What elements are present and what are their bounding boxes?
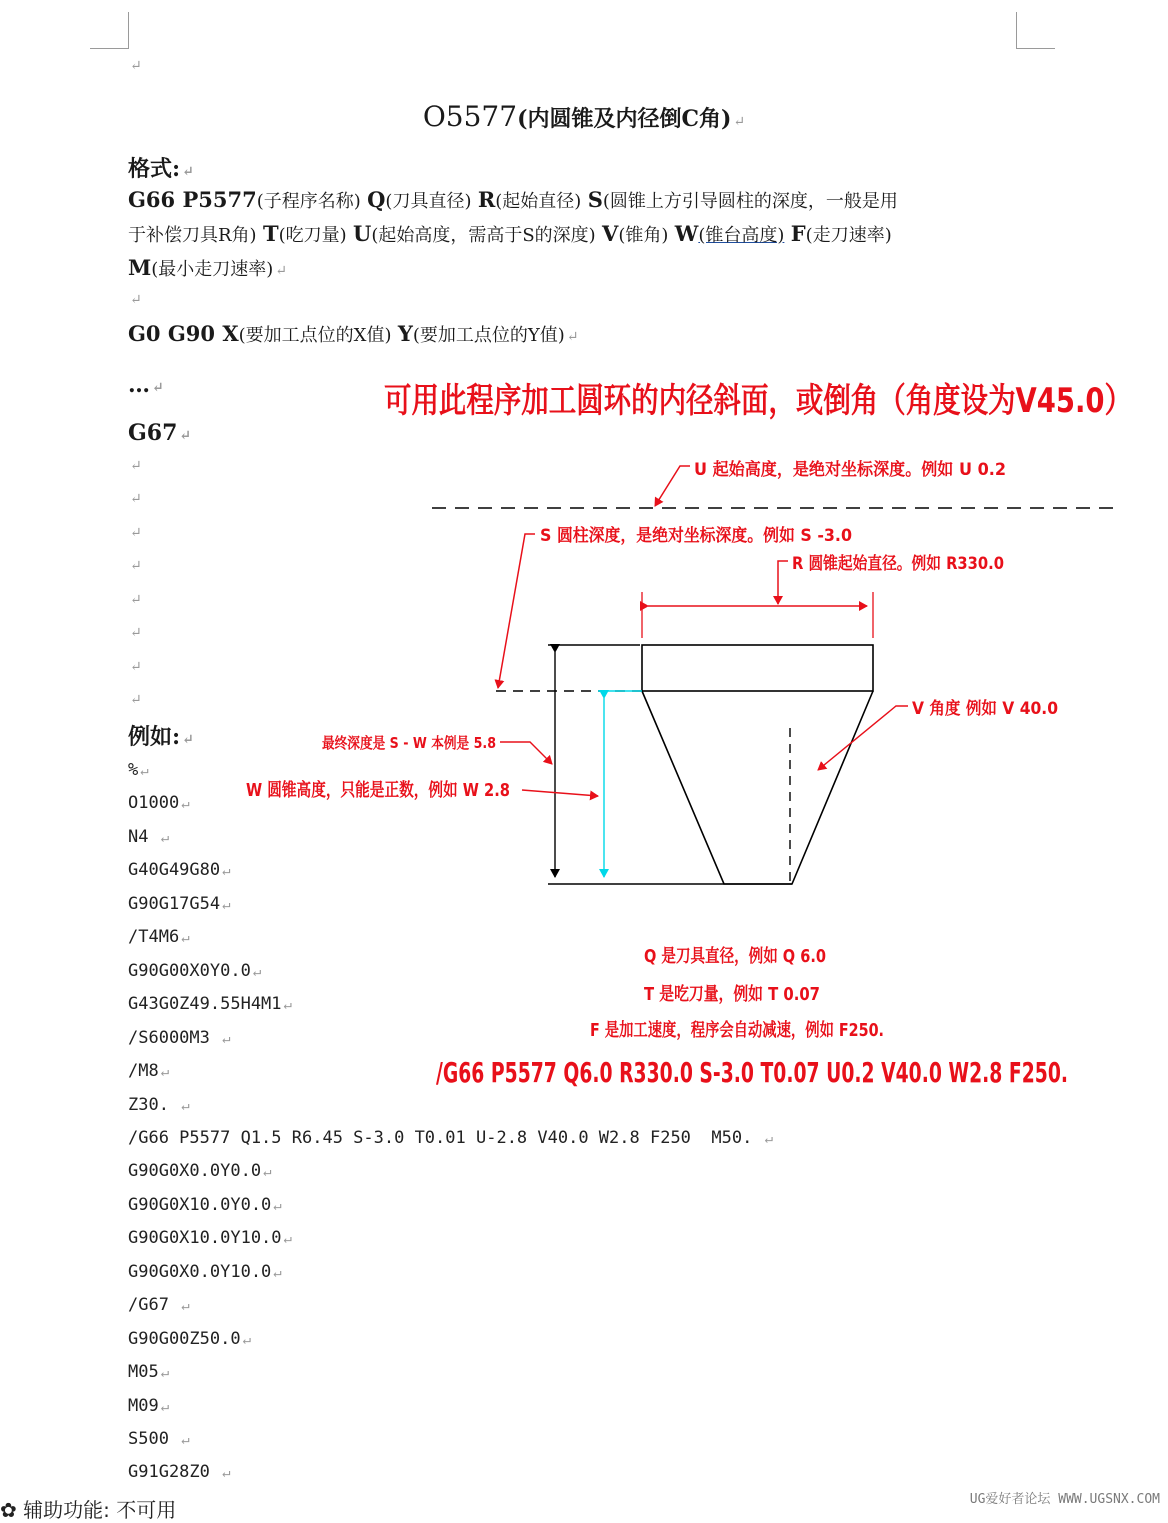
- cone-profile: [642, 691, 873, 884]
- title-description: (内圆锥及内径倒C角): [517, 106, 732, 132]
- paragraph-mark: ↵: [222, 1465, 231, 1482]
- paragraph-mark: ↵: [242, 1331, 252, 1348]
- paragraph-mark: ↵: [130, 592, 142, 608]
- paragraph-mark: ↵: [130, 659, 142, 675]
- param-key: S: [587, 187, 603, 212]
- param-desc: (吃刀量): [278, 225, 347, 246]
- label-s: S 圆柱深度，是绝对坐标深度。例如 S -3.0: [540, 526, 875, 546]
- paragraph-mark: ↵: [222, 896, 231, 913]
- code-text: M05: [128, 1362, 159, 1383]
- paragraph-mark: ↵: [182, 164, 194, 180]
- paragraph-mark: ↵: [140, 763, 149, 779]
- paragraph-mark: ↵: [160, 1398, 170, 1415]
- g67-text: G67: [128, 420, 178, 446]
- param-desc: (锥角): [618, 225, 669, 246]
- accessibility-icon: ✿: [0, 1498, 17, 1522]
- paragraph-mark: ↵: [181, 930, 190, 947]
- paragraph-mark: ↵: [130, 491, 142, 507]
- code-text: /G66 P5577 Q1.5 R6.45 S-3.0 T0.01 U-2.8 V40.0 W2.8 F250 M50.: [128, 1127, 763, 1148]
- code-text: G90G00Z50.0: [128, 1328, 241, 1349]
- paragraph-mark: ↵: [152, 380, 164, 396]
- param-key: G66 P5577: [128, 187, 257, 212]
- param-desc: (刀具直径): [385, 191, 472, 212]
- param-desc: 于补偿刀具R角): [128, 225, 257, 246]
- paragraph-mark: ↵: [181, 1097, 190, 1114]
- code-text: G90G0X10.0Y0.0: [128, 1194, 272, 1215]
- example-heading-text: 例如:: [128, 724, 181, 750]
- paragraph-mark: ↵: [733, 114, 746, 130]
- paragraph-mark: ↵: [160, 1064, 170, 1081]
- paragraph-mark: ↵: [130, 458, 142, 474]
- param-key: F: [790, 221, 806, 246]
- code-text: G40G49G80: [128, 860, 221, 881]
- label-r: R 圆锥起始直径。例如 R330.0: [792, 554, 1037, 574]
- param-key: T: [262, 221, 279, 246]
- code-text: G90G00X0Y0.0: [128, 960, 251, 981]
- label-final-depth: 最终深度是 S - W 本例是 5.8: [322, 734, 496, 752]
- example-command: /G66 P5577 Q6.0 R330.0 S-3.0 T0.07 U0.2 V40.0 W2.8 F250.: [436, 1056, 1068, 1089]
- code-text: G90G0X0.0Y0.0: [128, 1161, 262, 1182]
- paragraph-mark: ↵: [273, 1264, 282, 1281]
- title-code: O5577: [422, 100, 518, 133]
- r-leader-line: [778, 561, 788, 604]
- code-text: /G67: [128, 1295, 180, 1316]
- param-desc: (最小走刀速率): [151, 259, 274, 280]
- label-u: U 起始高度，是绝对坐标深度。例如 U 0.2: [694, 460, 1025, 480]
- paragraph-mark: ↵: [222, 1030, 231, 1047]
- paragraph-mark: ↵: [181, 796, 190, 813]
- paragraph-mark: ↵: [160, 829, 170, 846]
- paragraph-mark: ↵: [252, 963, 262, 980]
- param-desc: (子程序名称): [256, 191, 361, 212]
- param-desc: (圆锥上方引导圆柱的深度，一般是用: [602, 191, 898, 212]
- label-q: Q 是刀具直径，例如 Q 6.0: [644, 946, 870, 967]
- code-text: /S6000M3: [128, 1027, 221, 1048]
- paragraph-mark: ↵: [130, 692, 142, 708]
- code-text: S500: [128, 1429, 180, 1449]
- paragraph-mark: ↵: [273, 1197, 282, 1214]
- ellipsis-text: …: [128, 372, 150, 398]
- label-f: F 是加工速度，程序会自动减速，例如 F250.: [590, 1020, 960, 1041]
- w-leader: [522, 790, 598, 796]
- code-text: G91G28Z0: [128, 1462, 221, 1483]
- paragraph-mark: ↵: [275, 263, 288, 279]
- param-key: W: [674, 221, 699, 246]
- code-text: %: [128, 760, 139, 780]
- param-desc: (要加工点位的Y值): [412, 325, 565, 346]
- paragraph-mark: ↵: [130, 558, 142, 574]
- final-depth-leader: [500, 742, 552, 764]
- label-v: V 角度 例如 V 40.0: [912, 699, 1072, 719]
- status-text: 辅助功能: 不可用: [23, 1498, 177, 1522]
- param-key: M: [128, 255, 152, 280]
- status-bar[interactable]: [0, 1494, 176, 1523]
- param-desc: (起始高度，需高于S的深度): [371, 225, 596, 246]
- param-desc: (要加工点位的X值): [238, 325, 392, 346]
- paragraph-mark: ↵: [130, 625, 142, 641]
- param-desc: (走刀速率): [805, 225, 892, 246]
- paragraph-mark: ↵: [130, 58, 142, 74]
- code-text: G90G17G54: [128, 893, 221, 914]
- code-text: G90G0X0.0Y10.0: [128, 1261, 272, 1282]
- code-text: G90G0X10.0Y10.0: [128, 1228, 282, 1249]
- param-key: R: [477, 187, 496, 212]
- param-key: V: [602, 221, 619, 246]
- paragraph-mark: ↵: [263, 1164, 272, 1181]
- label-t: T 是吃刀量，例如 T 0.07: [644, 984, 858, 1005]
- paragraph-mark: ↵: [181, 1432, 190, 1448]
- label-w: W 圆锥高度，只能是正数，例如 W 2.8: [246, 780, 571, 801]
- paragraph-mark: ↵: [130, 292, 142, 308]
- code-text: N4: [128, 826, 159, 847]
- paragraph-mark: ↵: [222, 863, 231, 880]
- param-desc: (起始直径): [495, 191, 582, 212]
- paragraph-mark: ↵: [764, 1130, 773, 1147]
- u-leader-line: [655, 466, 690, 506]
- paragraph-mark: ↵: [179, 428, 192, 444]
- paragraph-mark: ↵: [181, 1298, 190, 1315]
- paragraph-mark: ↵: [130, 525, 142, 541]
- param-desc-underlined: (锥台高度): [698, 225, 785, 246]
- s-leader-line: [498, 534, 535, 688]
- code-text: /T4M6: [128, 927, 180, 948]
- code-text: /M8: [128, 1061, 159, 1082]
- code-text: Z30.: [128, 1094, 180, 1115]
- paragraph-mark: ↵: [283, 1231, 292, 1248]
- paragraph-mark: ↵: [182, 732, 194, 748]
- code-text: M09: [128, 1395, 159, 1416]
- param-key: U: [352, 221, 372, 246]
- param-key: Y: [397, 321, 413, 346]
- code-text: G43G0Z49.55H4M1: [128, 994, 282, 1015]
- paragraph-mark: ↵: [283, 997, 292, 1014]
- guide-cylinder: [642, 645, 873, 691]
- watermark: UG爱好者论坛 WWW.UGSNX.COM: [969, 1492, 1160, 1507]
- param-key: Q: [367, 187, 386, 212]
- paragraph-mark: ↵: [566, 329, 579, 345]
- code-text: O1000: [128, 793, 180, 814]
- format-heading-text: 格式:: [128, 156, 181, 182]
- paragraph-mark: ↵: [160, 1365, 170, 1382]
- param-key: G0 G90 X: [128, 321, 239, 346]
- diagram-banner: 可用此程序加工圆环的内径斜面，或倒角（角度设为V45.0）: [384, 381, 1132, 421]
